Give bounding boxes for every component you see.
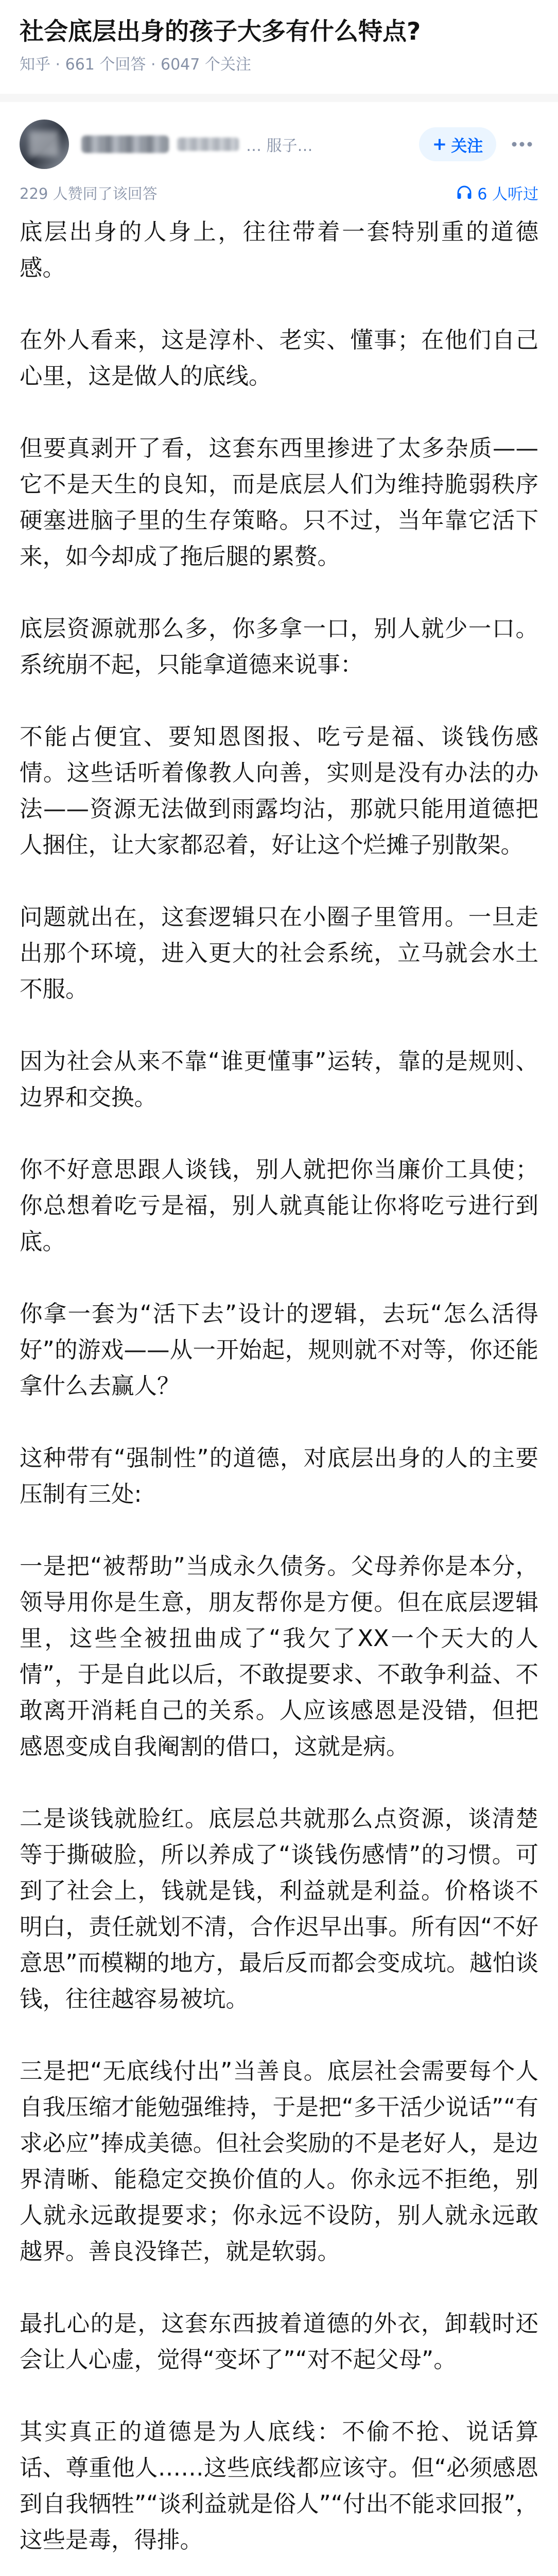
listen-button[interactable]	[457, 181, 538, 204]
author-line	[81, 133, 410, 156]
headphones-icon	[457, 185, 472, 200]
answer-paragraph: 在外人看来，这是淳朴、老实、懂事；在他们自己心里，这是做人的底线。	[20, 327, 538, 389]
answer-stats	[0, 174, 558, 210]
listen-count: 6 人听过	[477, 185, 538, 204]
answer-paragraph: 底层资源就那么多，你多拿一口，别人就少一口。系统崩不起，只能拿道德来说事：	[20, 616, 538, 678]
author-info	[81, 133, 410, 156]
avatar[interactable]	[20, 120, 69, 169]
author-badge-redacted	[177, 138, 239, 151]
answer-paragraph: 但要真剥开了看，这套东西里掺进了太多杂质——它不是天生的良知，而是底层人们为维持脆弱秩序硬塞进脑子里的生存策略。只不过，当年靠它活下来，如今却成了拖后腿的累赘。	[20, 435, 538, 570]
author-headline: … 服子…	[246, 137, 313, 155]
question-header	[0, 0, 558, 80]
answer-paragraph: 这种带有“强制性”的道德，对底层出身的人的主要压制有三处:	[20, 1445, 538, 1507]
answer-paragraph: 最扎心的是，这套东西披着道德的外衣，卸载时还会让人心虚，觉得“变坏了”“对不起父母”。	[20, 2311, 538, 2373]
answer-paragraph: 你不好意思跟人谈钱，别人就把你当廉价工具使；你总想着吃亏是福，别人就真能让你将吃亏进行到底。	[20, 1157, 538, 1255]
answer-paragraph: 你拿一套为“活下去”设计的逻辑，去玩“怎么活得好”的游戏——从一开始起，规则就不对等，你还能拿什么去赢人？	[20, 1301, 538, 1399]
answer-paragraph: 不能占便宜、要知恩图报、吃亏是福、谈钱伤感情。这些话听着像教人向善，实则是没有办法的办法——资源无法做到雨露均沾，那就只能用道德把人捆住，让大家都忍着，好让这个烂摊子别散架。	[20, 724, 538, 858]
plus-icon: +	[432, 134, 447, 155]
follow-label: 关注	[451, 137, 483, 156]
answer-paragraph: 一是把“被帮助”当成永久债务。父母养你是本分，领导用你是生意，朋友帮你是方便。但在底层逻辑里，这些全被扭曲成了“我欠了XX一个天大的人情”，于是自此以后，不敢提要求、不敢争利益、不敢离开消耗自己的关系。人应该感恩是没错，但把感恩变成自我阉割的借口，这就是病。	[20, 1553, 538, 1760]
answer-paragraph: 三是把“无底线付出”当善良。底层社会需要每个人自我压缩才能勉强维持，于是把“多干活少说话”“有求必应”捧成美德。但社会奖励的不是老好人，是边界清晰、能稳定交换价值的人。你永远不拒绝，别人就永远敢提要求；你永远不设防，别人就永远敢越界。善良没锋芒，就是软弱。	[20, 2058, 538, 2265]
answer-paragraph: 问题就出在，这套逻辑只在小圈子里管用。一旦走出那个环境，进入更大的社会系统，立马就会水土不服。	[20, 904, 538, 1003]
author-row	[0, 102, 558, 174]
approval-count: 229 人赞同了该回答	[20, 184, 158, 202]
answer-paragraph: 底层出身的人身上，往往带着一套特别重的道德感。	[20, 219, 538, 281]
follow-button[interactable]	[419, 127, 496, 161]
answer-paragraph: 二是谈钱就脸红。底层总共就那么点资源，谈清楚等于撕破脸，所以养成了“谈钱伤感情”的习惯。可到了社会上，钱就是钱，利益就是利益。价格谈不明白，责任就划不清，合作迟早出事。所有因“不好意思”而模糊的地方，最后反而都会变成坑。越怕谈钱，往往越容易被坑。	[20, 1806, 538, 2012]
question-title[interactable]: 社会底层出身的孩子大多有什么特点?	[20, 18, 421, 46]
author-name-redacted[interactable]	[81, 135, 169, 153]
answer-paragraph: 其实真正的道德是为人底线：不偷不抢、说话算话、尊重他人……这些底线都应该守。但“必须感恩到自我牺牲”“谈利益就是俗人”“付出不能求回报”，这些是毒，得排。	[20, 2419, 538, 2553]
answer-body	[0, 210, 558, 2576]
question-meta: 知乎 · 661 个回答 · 6047 个关注	[20, 56, 251, 74]
answer-paragraph: 因为社会从来不靠“谁更懂事”运转，靠的是规则、边界和交换。	[20, 1048, 538, 1111]
more-dots-icon[interactable]	[505, 127, 538, 161]
section-divider	[0, 94, 558, 102]
